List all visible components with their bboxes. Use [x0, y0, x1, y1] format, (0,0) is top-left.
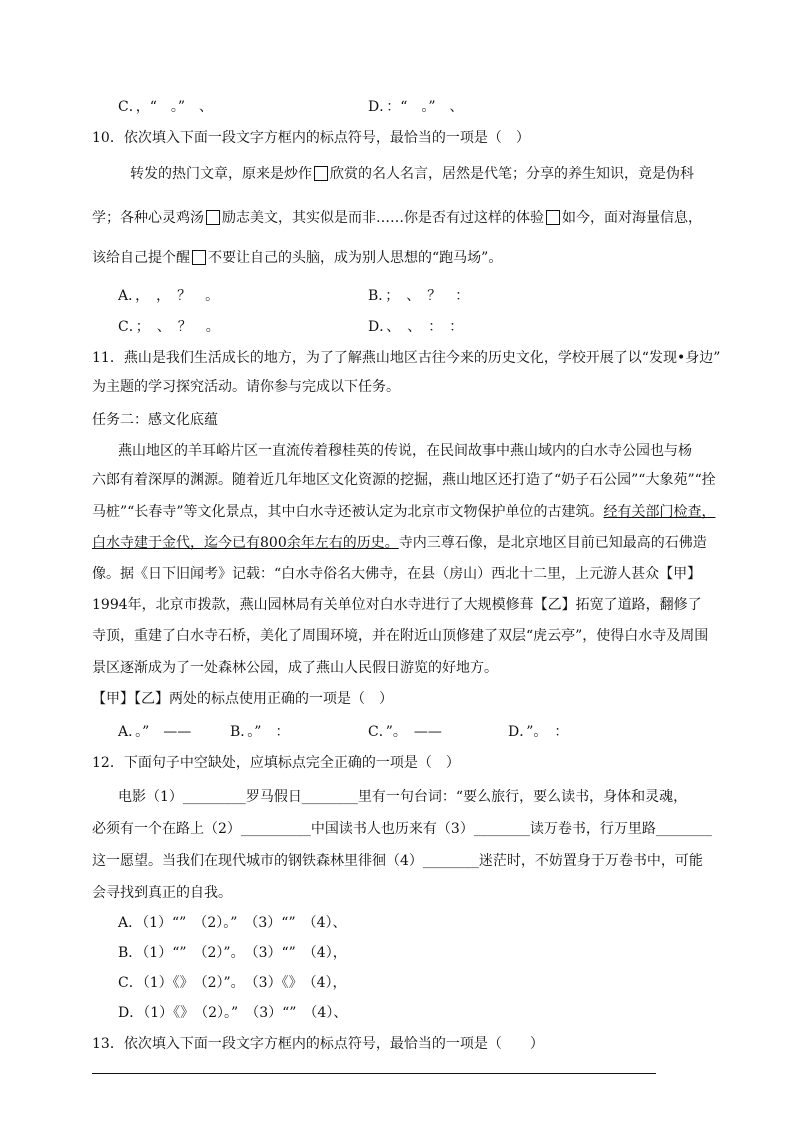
- q11-option-a[interactable]: A．。” ——: [118, 724, 192, 740]
- q10-option-a[interactable]: A．， ， ？ 。: [118, 288, 220, 304]
- q10-passage-line2: 学；各种心灵鸡汤 励志美文，其实似是而非……你是否有过这样的体验 如今，面对海量信息，: [92, 210, 702, 226]
- q10-passage-line1: 转发的热门文章，原来是炒作 欣赏的名人名言，居然是代笔；分享的养生知识，竟是伪科: [130, 166, 694, 182]
- q9-option-c[interactable]: C．，“ 。” 、: [118, 99, 214, 115]
- q11-passage-line5: 像。据《日下旧闻考》记载：“白水寺俗名大佛寺，在县（房山）西北十二里，上元游人甚众【甲】: [92, 566, 702, 582]
- underlined-sentence-start: 经有关部门检查，: [603, 504, 716, 520]
- q9-option-d[interactable]: D．：“ 。” 、: [368, 99, 464, 115]
- blank-box-2: [206, 210, 220, 225]
- q11-passage-line6: 1994年，北京市拨款，燕山园林局有关单位对白水寺进行了大规模修葺【乙】拓宽了道路，翻修了: [92, 597, 702, 613]
- q10-option-c[interactable]: C．； 、 ？ 。: [118, 319, 220, 335]
- q12-passage-line3: 这一愿望。当我们在现代城市的钢铁森林里徘徊（4）________迷茫时，不妨置身于万卷书中，可能: [92, 853, 703, 869]
- q10-option-b[interactable]: B．； 、 ？ ：: [368, 288, 470, 304]
- q12-passage-line4: 会寻找到真正的自我。: [92, 885, 232, 901]
- q11-passage-line3: 马桩”“长春寺”等文化景点，其中白水寺还被认定为北京市文物保护单位的古建筑。经有关部门检查，: [92, 504, 716, 520]
- q11-passage-line7: 寺顶，重建了白水寺石桥，美化了周围环境，并在附近山顶修建了双层“虎云亭”，使得白水寺及周围: [92, 628, 709, 644]
- q12-option-b[interactable]: B．（1）“” （2）”。 （3）“” （4），: [118, 945, 347, 961]
- q12-passage-line2: 必须有一个在路上（2）__________中国读书人也历来有（3）________读万卷书，行万里路________: [92, 821, 712, 837]
- q11-task-title: 任务二：感文化底蕴: [92, 412, 218, 428]
- q11-question: 【甲】【乙】两处的标点使用正确的一项是（ ）: [92, 691, 393, 707]
- q11-option-b[interactable]: B．。” ：: [230, 724, 290, 740]
- q11-passage-line8: 景区逐渐成为了一处森林公园，成了燕山人民假日游览的好地方。: [92, 660, 498, 676]
- q11-passage-line4: 白水寺建于金代，迄今已有800余年左右的历史。寺内三尊石像，是北京地区目前已知最高的石佛造: [92, 535, 707, 551]
- q12-stem: 12．下面句子中空缺处，应填标点完全正确的一项是（ ）: [92, 755, 460, 771]
- underlined-sentence-end: 白水寺建于金代，迄今已有800余年左右的历史。: [92, 535, 399, 551]
- blank-box-4: [192, 250, 206, 265]
- q13-stem: 13．依次填入下面一段文字方框内的标点符号，最恰当的一项是（ ）: [92, 1036, 544, 1052]
- q11-passage-line1: 燕山地区的羊耳峪片区一直流传着穆桂英的传说，在民间故事中燕山域内的白水寺公园也与杨: [118, 443, 692, 459]
- q11-passage-line2: 六郎有着深厚的渊源。随着近几年地区文化资源的挖掘，燕山地区还打造了“奶子石公园”“大象苑”“拴: [92, 472, 716, 488]
- blank-box-3: [546, 210, 560, 225]
- q12-passage-line1: 电影（1）_________罗马假日________里有一句台词：“要么旅行，要么读书，身体和灵魂，: [118, 789, 688, 805]
- q11-option-d[interactable]: D．”。 ：: [508, 724, 569, 740]
- q11-stem-line1: 11．燕山是我们生活成长的地方，为了了解燕山地区古往今来的历史文化，学校开展了以“发现•身边”: [92, 350, 721, 366]
- q12-option-a[interactable]: A．（1）“” （2）。” （3）“” （4）、: [118, 915, 347, 931]
- q11-stem-line2: 为主题的学习探究活动。请你参与完成以下任务。: [92, 379, 400, 395]
- q12-option-c[interactable]: C．（1）《》 （2）”。 （3）《》 （4），: [118, 975, 347, 991]
- q11-option-c[interactable]: C．”。 ——: [368, 724, 442, 740]
- q12-option-d[interactable]: D．（1）《》 （2）。” （3）“” （4）、: [118, 1005, 348, 1021]
- q10-option-d[interactable]: D．、 、 ： ：: [368, 319, 464, 335]
- footer-divider: [92, 1073, 656, 1074]
- q10-stem: 10．依次填入下面一段文字方框内的标点符号，最恰当的一项是（ ）: [92, 130, 530, 146]
- blank-box-1: [314, 166, 328, 181]
- q10-passage-line3: 该给自己提个醒 不要让自己的头脑，成为别人思想的“跑马场”。: [92, 250, 503, 266]
